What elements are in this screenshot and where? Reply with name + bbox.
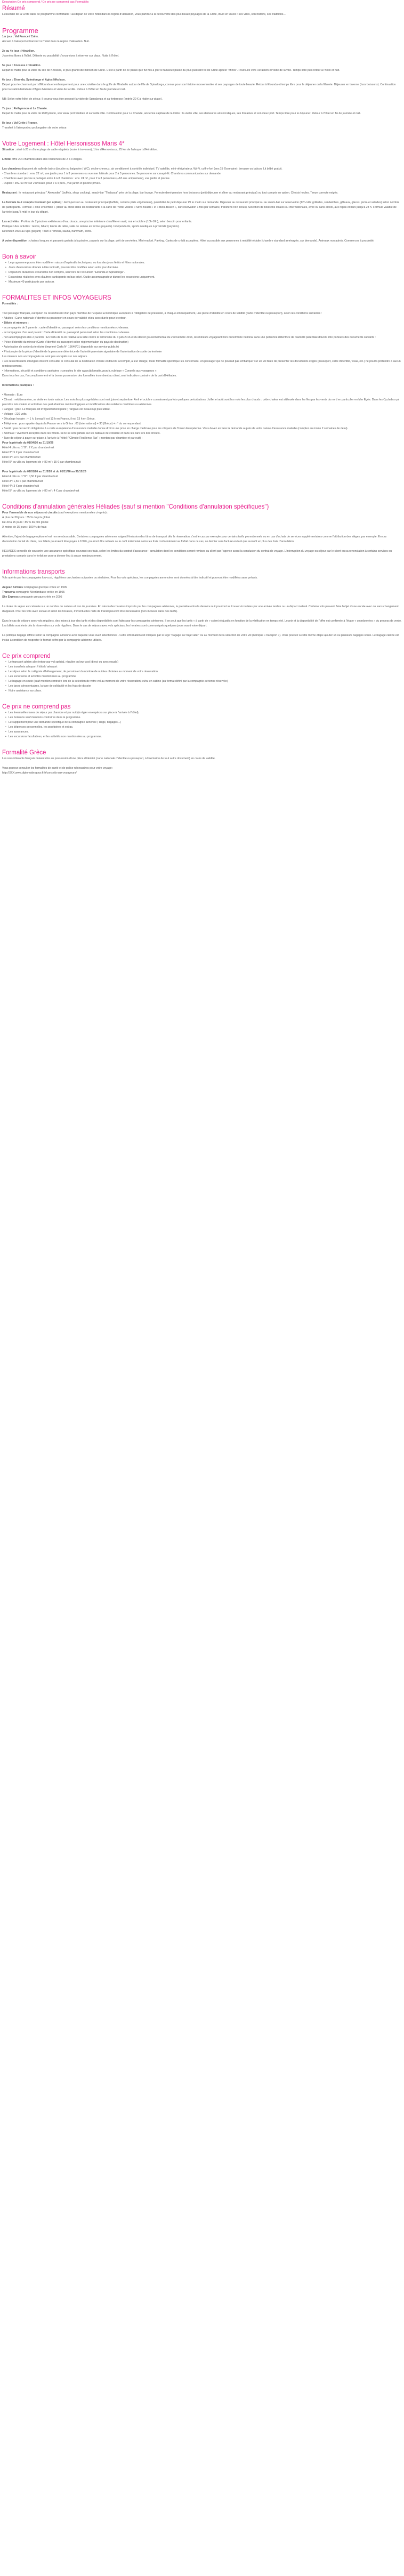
infos-item: • Monnaie : Euro [2, 393, 23, 397]
hotel-activities-extra: Pratiquez des activités : tennis, billard, tennis de table, salle de remise en forme (payants). Indépendants, sports nautiques à proximité (payants). [2, 225, 180, 228]
formalites-item: Dans tous les cas, l'accomplissement et la bonne possession des formalités incombent au client, seul indication contraire de la part d'Héliades. [2, 374, 177, 377]
list-item: • Notre assistance sur place. [5, 689, 402, 694]
hotel-heading: Votre Logement : Hôtel Hersonissos Maris 4* [2, 141, 125, 147]
programme-day [2, 78, 402, 92]
infos-item: • Langue : grec. Le français est irrégulièrement parlé ; l'anglais est beaucoup plus utilisé. [2, 408, 111, 411]
bon-savoir-heading: Bon à savoir [2, 254, 36, 260]
formalites-intro: Tout passager français, européen ou ressortissant d'un pays membre de l'Espace Economique Européen à l'obligation de présenter, à chaque embarquement, une pièce d'identité en cours de validité (carte d'identité ou passeport), selon les conditions suivantes : [2, 312, 322, 315]
annulation-heading: Conditions d'annulation générales Héliades (sauf si mention "Conditions d'annulation spécifiques") [2, 504, 269, 510]
product-page [0, 0, 404, 776]
formalites-item: • Autorisation de sortie du territoire (imprimé Cerfa N° 15646*01 disponible sur service-public.fr) [2, 345, 119, 349]
tax-line: Hôtel 4°: 10 € par chambre/nuit [2, 456, 41, 459]
list-item: • Excursions réalisées avec d'autres participants en bus privé. Guide accompagnateur durant les excursions uniquement. [5, 275, 402, 280]
formalites-item: - accompagnés de 2 parents : carte d'identité ou passeport selon les conditions mentionnées ci-dessus. [2, 326, 129, 329]
day-text: Départ pour le charmant port d'Elounda et embarquement pour une croisière dans le golfe de Mirabello autour de l'île de Spinalonga, connue pour son histoire mouvementée et ses paysages de toute beauté. Retour à Elounda et temps libre pour le déjeuner ou la flânerie. Déjeuner en taverne (hors boissons). Continuation pour la station balnéaire d'Agios Nikolaos et visite de la ville. Retour à l'hôtel en fin de journée et nuit. [2, 83, 396, 91]
transports-paragraph: La politique bagage diffère selon la compagnie aérienne avec laquelle vous avez sélectionnée . Cette information est indiquée par le logo "bagage sur trajet aller" ou au moment de la sélection de votre vol (rubrique « transport »). Vous pourrez à cette même étape ajouter un ou plusieurs bagages soute. Le bagage cabine est inclus à condition de respecter le format défini par la compagnie aérienne utilisée. [2, 634, 399, 642]
list-item: • Les boissons sauf mentions contraires dans le programme. [5, 715, 402, 720]
hotel-amenities: À votre disposition : chaises longues et parasols gratuits à la piscine, payants sur la plage, prêt de serviettes. Mini-market. Parking. Cartes de crédit acceptées. Hôtel accessible aux personnes à mobilité réduite (chambre standard aménagée, sur demande). Animaux non admis. Commerces à proximité. [2, 239, 375, 243]
infos-item: • Voltage : 220 volts. [2, 413, 28, 416]
annulation-heliades: HELIADES conseille de souscrire une assurance spécifique couvrant ces frais, selon les limites du contrat d'assurance - annulation dont les conditions seront remises au client par l'agence avant la conclusion du contrat de voyage. L'interruption du voyage ou séjour par le client ou sa renonciation à certains services ou prestations compris dans le forfait ne pourra donner lieu à aucun remboursement. [2, 550, 392, 558]
programme-day [2, 107, 402, 116]
infos-item: • Santé : pas de vaccin obligatoire. La carte européenne d'assurance maladie donne droit à une prise en charge médicale pour les citoyens de l'Union Européenne. Vous devez en faire la demande auprès de votre caisse d'assurance maladie (comptez au moins 2 semaines de délai). [2, 427, 349, 430]
list-item: • Les excursions facultatives, et les activités non mentionnées au programme. [5, 735, 402, 739]
diplomatie-link[interactable]: http://XXX.www.diplomatie.gouv.fr/fr/conseils-aux-voyageurs/ [2, 771, 77, 775]
section-hotel [2, 140, 402, 244]
list-item: • Le supplément pour une demande spécifique de la compagnie aérienne ( siège, bagages...) [5, 720, 402, 725]
annulation-attention: Attention, l'ajout de bagage optionnel est non remboursable. Certaines compagnies aériennes exigent l'émission des titres de transport dès la réservation, c'est le cas par exemple pour certains tarifs promotionnels ou en cas d'achats de services supplémentaires comme l'attribution des sièges, par exemple. En cas d'annulation du fait du client, ces billets pourraient être payés à 100%, pourront être refusés ou le coût indemnisé selon les frais conformément au forfait dans ce cas, ce dernier sera facturé en tant que surcoût en plus des frais d'annulation. [2, 535, 387, 543]
tax-line: Hôtel 5° ou villa ou logement de > 80 m² : 4 € par chambre/nuit [2, 489, 79, 493]
annulation-tier: À moins de 15 jours : 100 % de frais [2, 526, 47, 529]
formalites-subheading: Formalités : [2, 302, 18, 305]
day-title: 2e au 4e jour : Héraklion. [2, 50, 35, 53]
programme-day [2, 49, 402, 59]
ne-comprend-pas-list [2, 711, 402, 739]
section-bon-savoir [2, 253, 402, 285]
list-item: • Maximum 49 participants par autocar. [5, 280, 402, 285]
transports-intro: Vols opérés par les compagnies low-cost, régulières ou charters suivantes ou similaires. Pour les vols spéciaux, les compagnies annoncées sont données à titre indicatif et pourront être modifiées sans préavis. [2, 576, 258, 579]
infos-item: • Téléphone : pour appeler depuis la France vers la Grèce : 00 (international) + 30 (Grèce) + n° du correspondant. [2, 422, 142, 425]
list-item: • Les assurances. [5, 730, 402, 735]
list-item: • Les éventuelles taxes de séjour par chambre et par nuit (à régler en espèces sur place à l'arrivée à l'hôtel), [5, 711, 402, 715]
day-text: Départ le matin pour la visite de Rethymnon, son vieux port vénitien et sa vieille ville. Continuation pour La Chanée, ancienne capitale de la Crète : la vieille ville, ses demeures aristocratiques, ses fontaines et son vieux port. Temps libre pour le déjeuner. Retour à l'hôtel en fin de journée et nuit. [2, 112, 361, 115]
list-item: • Déjeuners durant les excursions non compris, sauf lors de l'excursion "Elounda et Spinalonga". [5, 270, 402, 275]
formalite-grece-text2: Vous pouvez consulter les formalités de santé et de police nécessaires pour votre voyage : [2, 767, 114, 770]
day-text: Accueil à l'aéroport et transfert à l'hôtel dans la région d'Héraklion. Nuit. [2, 40, 90, 43]
day-text: Journées libres à l'hôtel. Détente ou possibilité d'excursions à réserver sur place. Nuits à l'hôtel. [2, 54, 119, 58]
day-title: 1er jour : Val France / Crète. [2, 35, 39, 38]
hotel-spa: Détendez-vous au Spa (payant) : bain à remous, sauna, hammam, soins. [2, 230, 92, 233]
programme-note [2, 97, 402, 102]
airline: Sky Express compagnie grecque créée en 2005 [2, 595, 62, 599]
annulation-tier: De 30 à 15 jours : 85 % du prix global [2, 521, 49, 524]
hotel-description: L'hôtel offre 204 chambres dans des résidences de 2 à 3 étages. [2, 158, 83, 161]
room-type: - Chambres standard : env. 22 m², vue jardin pour 1 à 3 personnes ou vue mer latérale pour 2 à 3 personnes. 3e personne sur canapé-lit. Chambres communicantes sur demande. [2, 172, 222, 175]
airline: Aegean Airlines Compagnie grecque créée en 1999 [2, 586, 67, 589]
tax-line: Hôtel 3°: 1,50 € par chambre/nuit [2, 480, 43, 483]
tax-line: Hôtel 5° ou villa ou logement de > 80 m² : 15 € par chambre/nuit [2, 461, 81, 464]
prix-comprend-list [2, 660, 402, 694]
formalites-item: • Les ressortissants étrangers doivent consulter le consulat de la destination choisie et doivent accomplir, à leur charge, toute formalité spécifique les concernant. Un passager qui ne pourrait pas embarquer sur un vol faute de présenter les documents exigés (passeport, carte d'identité, visas, etc.) ne pourra prétendre à aucun remboursement. [2, 360, 401, 368]
programme-day [2, 63, 402, 73]
formalites-item: • Bébés et mineurs : [2, 321, 29, 325]
programme-heading: Programme [2, 27, 38, 35]
list-item: • Les excursions et activités mentionnées au programme [5, 674, 402, 679]
tabs-line: Description Ce prix comprend / Ce prix ne comprend pas Formalités [2, 1, 89, 4]
prix-comprend-heading: Ce prix comprend [2, 653, 51, 659]
formalites-item: • Pièce d'identité du mineur (Carte d'Identité ou passeport selon réglementation du pays de destination) [2, 341, 129, 344]
list-item: • Le séjour selon la catégorie d'hébergement, de pension et du nombre de nuitées choisies au moment de votre réservation [5, 670, 402, 674]
resume-text: L'essentiel de la Crète dans ce programme confortable : au départ de votre hôtel dans la région d'Héraklion, vous partirez à la découverte des plus beaux paysages de la Crète, d'Est en Ouest : ses villes, son histoire, ses traditions... [2, 13, 286, 16]
formalites-item: Les mineurs non accompagnés ne sont pas acceptés sur nos séjours. [2, 355, 88, 358]
section-prix-comprend [2, 653, 402, 694]
list-item: • Le bagage en soute (sauf mention contraire lors de la sélection de votre vol au moment de votre réservation) et/ou en cabine (au format défini par la compagnie aérienne réservée) [5, 679, 402, 684]
infos-item: • Climat : méditerranéen, se visite en toute saison. Les mois les plus agréables sont mai, juin et septembre. Avril et octobre connaissent parfois quelques perturbations. Juillet et août sont les mois les plus chauds : cette chaleur est atténuée dans les îles par les vents du nord en particulier en Mer Égée. Dans les Cyclades qui peut être très violent et entraîner des perturbations météorologiques et modifications des relations maritimes ou aériennes. [2, 398, 400, 406]
section-prix-ne-comprend-pas [2, 703, 402, 739]
programme-day [2, 35, 402, 44]
formalites-item: • Adultes : Carte nationale d'identité ou passeport en cours de validité et/ou avec durée pour le retour. [2, 317, 126, 320]
infos-item: • Taxe de séjour à payer sur place à l'arrivée à l'hôtel ("Climate Resilience Tax" ; montant par chambre et par nuit) : [2, 437, 143, 440]
tax-line: Hôtel 4°: 3 € par chambre/nuit [2, 485, 39, 488]
day-title: 7e jour : Rethymnon et La Chanée. [2, 107, 48, 110]
transports-paragraph: Dans le cas de séjours avec vols réguliers, des mises à jour des tarifs et des disponibilités sont faites par les compagnies aériennes. Il se peut que les tarifs « à partir de » soient réajustés en fonction de la vérification en temps réel. Le prix et la disponibilité de l'offre est confirmée à l'étape « coordonnées » du process de vente. Les billets sont émis dès la réservation sur vols réguliers. Dans le cas de séjours avec vols spéciaux, les horaires sont communiqués quelques jours avant votre départ. [2, 619, 402, 627]
tax-line: Hôtel 3°: 5 € par chambre/nuit [2, 451, 39, 454]
tax-line: Hôtel 4 clés ou 1°/2°: 2 € par chambre/nuit [2, 446, 54, 449]
resume-heading: Résumé [2, 5, 25, 12]
list-item: • Le programme pourra être modifié en raison d'impératifs techniques, ou lors des jours fériés et fêtes nationales. [5, 261, 402, 265]
formalites-heading: FORMALITES ET INFOS VOYAGEURS [2, 295, 111, 301]
hotel-situation: Situation : situé à 20 m d'une plage de sable et galets (route à traverser), 1 km d'Hersonissos, 25 km de l'aéroport d'Héraklion. [2, 148, 158, 151]
transports-heading: Informations transports [2, 569, 65, 575]
list-item: • Les taxes aéroportuaires, la taxe de solidarité et les frais de dossier [5, 684, 402, 689]
section-annulation [2, 503, 402, 559]
tax-period-label: Pour la période du 01/04/26 au 31/10/26 [2, 441, 54, 445]
formalites-item: • Informations, sécurité et conditions sanitaires : consultez le site www.diplomatie.gouv.fr, rubrique « Conseils aux voyageurs ». [2, 369, 157, 373]
hotel-restaurant: Restaurant : le restaurant principal " Alexander" (buffets, show cooking), snack-bar "Thalassa" près de la plage, bar lounge. Formule demi-pension hors boissons (petit déjeuner et dîner au restaurant principal) ou tout compris en option. Choisis houles. Tenue correcte exigée. [2, 191, 338, 195]
infos-item: • Animaux : vivement acceptés dans les hôtels. Si ne se sont jamais sur les bateaux de croisière et dans les cars lors des circuits. [2, 432, 161, 435]
day-title: 6e jour : Elounda, Spinalonga et Agios Nikolaos. [2, 78, 66, 82]
day-text: Départ le matin pour la visite du site de Knossos, le plus grand site minoen de Crète. C'est à partir de ce palais que fut mis à jour le fabuleux passé du plus puissant roi de Crète appelé "Minos". Poursuite vers Héraklion et visite de la ville. Temps libre puis retour à l'hôtel et nuit. [2, 69, 340, 72]
formalites-item: - non accompagnés des 2 parents : En vertu de la loi relative à la lutte contre le terrorisme du 3 juin 2016 et du décret gouvernemental du 2 novembre 2016, les mineurs voyageant hors du territoire national sans une personne détentrice de l'autorité parentale doivent être porteurs des documents suivants : [2, 336, 376, 339]
infos-item: • Décalage horaire : + 1 h. Lorsqu'il est 12 h en France, il est 13 h en Grèce. [2, 417, 95, 421]
room-type: - Chambres avec piscine à partager entre 4 à 8 chambres : env. 24 m², pour 2 à 3 personnes (+18 ans uniquement), vue jardin et piscine. [2, 177, 171, 180]
infos-heading: Informations pratiques : [2, 384, 34, 387]
formalite-grece-text: Les ressortissants français doivent être en possession d'une pièce d'identité (carte nationale d'identité ou passeport, à l'exclusion de tout autre document) en cours de validité. [2, 757, 216, 760]
day-text: Transfert à l'aéroport ou prolongation de votre séjour. [2, 126, 67, 130]
list-item: • Jours d'excursions donnés à titre indicatif, pouvant être modifiés selon votre jour d'arrivée. [5, 265, 402, 270]
annulation-tier: À plus de 30 jours : 35 % du prix global [2, 516, 50, 519]
bon-savoir-list [2, 261, 402, 285]
section-transports [2, 568, 402, 643]
day-title: 5e jour : Knossos / Héraklion. [2, 64, 41, 67]
room-type: - Duplex : env. 60 m² sur 2 niveaux, pour 2 à 4 pers., vue jardin et piscine privée. [2, 182, 101, 185]
programme-day [2, 121, 402, 131]
formalites-item: • Photocopie de la pièce d'identité de la personne détentrice de l'autorité parentale signataire de l'autorisation de sortie du territoire [2, 350, 162, 353]
tax-period-label: Pour la période du 01/01/26 au 31/3/26 et du 01/11/26 au 31/12/26 [2, 470, 86, 473]
hotel-activities: Les activités : Profitez de 2 piscines extérieures d'eau douce, une piscine intérieure chauffée en avril, mai et octobre (10h-16h), selon besoin pour enfants. [2, 220, 192, 223]
formalites-item: - accompagnés d'un seul parent : Carte d'identité ou passeport personnel selon les conditions ci-dessus. [2, 331, 130, 334]
section-formalites [2, 294, 402, 494]
day-title: 8e jour : Val Crète / France. [2, 122, 38, 125]
list-item: • Les transferts aéroport / hôtel / aéroport [5, 665, 402, 670]
annulation-intro: Pour l'ensemble de nos séjours et circuits (sauf exceptions mentionnées ci-après) : [2, 511, 108, 514]
hotel-rooms: Les chambres disposent de salle de bains (douche ou baignoire / WC), sèche-cheveux, air conditionné à contrôle individuel, TV satellite, mini-réfrigérateur, Wi-Fi, coffre-fort (env.15 €/semaine), terrasse ou balcon. Lit bébé gratuit. [2, 167, 282, 171]
list-item: • Les dépenses personnelles, les pourboires et extras. [5, 725, 402, 730]
tax-line: Hôtel 4 clés ou 1°/2°: 0,50 € par chambre/nuit [2, 475, 58, 478]
transports-paragraph: La durée du séjour est calculée sur un nombre de nuitées et non de journées. En raison des horaires imposés par les compagnies aériennes, la première et/ou la dernière nuit pourront se trouver écourtées par une arrivée tardive ou un départ matinal. Certains vols peuvent faire l'objet d'une escale avec ou sans changement d'appareil. Pour les vols avec escale et selon les horaires, d'éventuelles nuits de transit peuvent être nécessaires (non incluses dans nos tarifs). [2, 605, 399, 613]
section-programme [2, 27, 402, 131]
hotel-all-inclusive: La formule tout compris Premium (en option) : demi-pension au restaurant principal (buffets, certains plats végétariens), possibilité de petit déjeuner tôt le matin sur demande. Déjeuner au restaurant principal ou au snack-bar sur réservation (12h-14h: grillades, sandwiches, gâteaux, glaces, pizza et salades) selon nombre de participants. Formule « dîne ensemble » (dîner au choix dans les restaurants à la carte de l'hôtel voisins « Silva Beach » et « Bella Beach », sur réservation 1 fois par semaine, transferts non inclus). Sélection de boissons locales ou internationales, avec ou sans alcool, aux repas et bars jusqu'à 23 h. Formule valable de l'arrivée jusqu'à midi le jour du départ. [2, 201, 400, 214]
airline: Transavia compagnie Néerlandaise créée en 1965 [2, 591, 65, 594]
ne-comprend-pas-heading: Ce prix ne comprend pas [2, 704, 71, 710]
section-formalite-grece [2, 749, 402, 776]
day-text: NB: Selon votre hôtel de séjour, il pourra vous être proposé la visite de Spinalonga et sa forteresse (entrée 20 € à régler sur place). [2, 98, 163, 101]
formalite-grece-heading: Formalité Grèce [2, 750, 46, 756]
list-item: • Le transport aérien aller/retour par vol spécial, régulier ou low-cost (direct ou avec escale) [5, 660, 402, 665]
section-resume [2, 5, 402, 17]
